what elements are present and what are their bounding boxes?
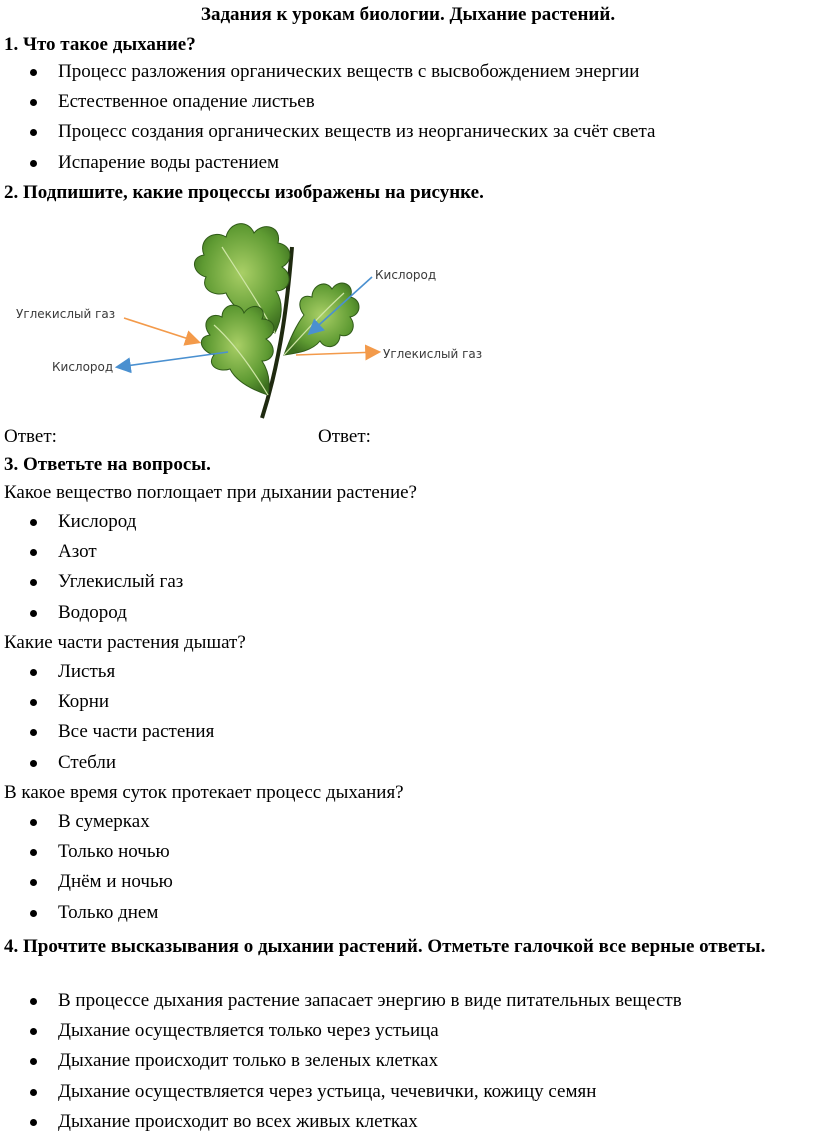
question-1-options [0,57,655,178]
list-item [0,1016,682,1046]
bullet-icon [30,1089,37,1096]
option-text: Углекислый газ [58,571,184,593]
leaf-respiration-figure [0,205,560,425]
figure-label-co2: Углекислый газ [383,347,483,361]
co2-in-arrow [124,318,198,342]
option-text: Только днем [58,901,159,923]
list-item [0,837,173,867]
bullet-icon [30,1058,37,1065]
figure-label-oxygen: Кислород [52,360,114,374]
bullet-icon [30,160,37,167]
question-3-sub-2-options [0,657,214,778]
list-item [0,867,173,897]
list-item [0,807,173,837]
question-3-heading: 3. Ответьте на вопросы. [4,454,211,475]
bullet-icon [30,69,37,76]
list-item [0,1046,682,1076]
question-3-sub-3-options [0,807,173,928]
list-item [0,598,183,628]
option-text: Все части растения [58,721,215,743]
option-text: Естественное опадение листьев [58,91,315,113]
figure-label-co2: Углекислый газ [16,307,116,321]
co2-out-arrow [296,352,378,355]
option-text: Корни [58,691,110,713]
option-text: Дыхание происходит только в зеленых клетках [58,1050,439,1072]
list-item [0,1077,682,1107]
list-item [0,567,183,597]
question-2-heading: 2. Подпишите, какие процессы изображены на рисунке. [4,182,484,203]
bullet-icon [30,998,37,1005]
question-3-sub-3: В какое время суток протекает процесс дыхания? [4,782,404,803]
option-text: В процессе дыхания растение запасает энергию в виде питательных веществ [58,990,682,1011]
bullet-icon [30,879,37,886]
list-item [0,898,173,928]
list-item [0,657,214,687]
answer-right-label: Ответ: [318,426,371,447]
list-item [0,717,214,747]
question-4-options [0,986,682,1137]
bullet-icon [30,669,37,676]
bullet-icon [30,99,37,106]
option-text: Дыхание происходит во всех живых клетках [58,1110,418,1132]
list-item [0,57,655,87]
bullet-icon [30,729,37,736]
bullet-icon [30,549,37,556]
list-item [0,687,214,717]
list-item [0,748,214,778]
bullet-icon [30,910,37,917]
list-item [0,507,183,537]
bullet-icon [30,849,37,856]
option-text: Испарение воды растением [58,151,280,173]
option-text: Только ночью [58,841,170,863]
figure-label-oxygen: Кислород [375,268,437,282]
list-item [0,1107,682,1137]
bullet-icon [30,760,37,767]
bullet-icon [30,129,37,136]
bullet-icon [30,519,37,526]
bullet-icon [30,819,37,826]
option-text: Дыхание осуществляется только через устьица [58,1020,439,1042]
page-title: Задания к урокам биологии. Дыхание растений. [200,4,616,25]
option-text: Азот [58,541,97,563]
question-3-sub-1: Какое вещество поглощает при дыхании растение? [4,482,417,503]
list-item [0,986,682,1016]
list-item [0,117,655,147]
bullet-icon [30,1028,37,1035]
question-3-sub-1-options [0,507,183,628]
bullet-icon [30,1119,37,1126]
bullet-icon [30,579,37,586]
question-3-sub-2: Какие части растения дышат? [4,632,246,653]
list-item [0,87,655,117]
question-4-heading: 4. Прочтите высказывания о дыхании растений. Отметьте галочкой все верные ответы. [4,936,766,957]
option-text: В сумерках [58,811,150,832]
leaf-right [284,283,359,355]
option-text: Днём и ночью [58,871,173,893]
list-item [0,148,655,178]
option-text: Дыхание осуществляется через устьица, чечевички, кожицу семян [58,1080,597,1102]
bullet-icon [30,610,37,617]
option-text: Водород [58,601,127,623]
option-text: Процесс разложения органических веществ с высвобождением энергии [58,61,640,82]
option-text: Стебли [58,751,117,773]
bullet-icon [30,699,37,706]
question-1-heading: 1. Что такое дыхание? [4,34,196,55]
list-item [0,537,183,567]
answer-left-label: Ответ: [4,426,57,447]
option-text: Процесс создания органических веществ из неорганических за счёт света [58,121,656,143]
option-text: Кислород [58,511,137,532]
option-text: Листья [58,661,116,682]
